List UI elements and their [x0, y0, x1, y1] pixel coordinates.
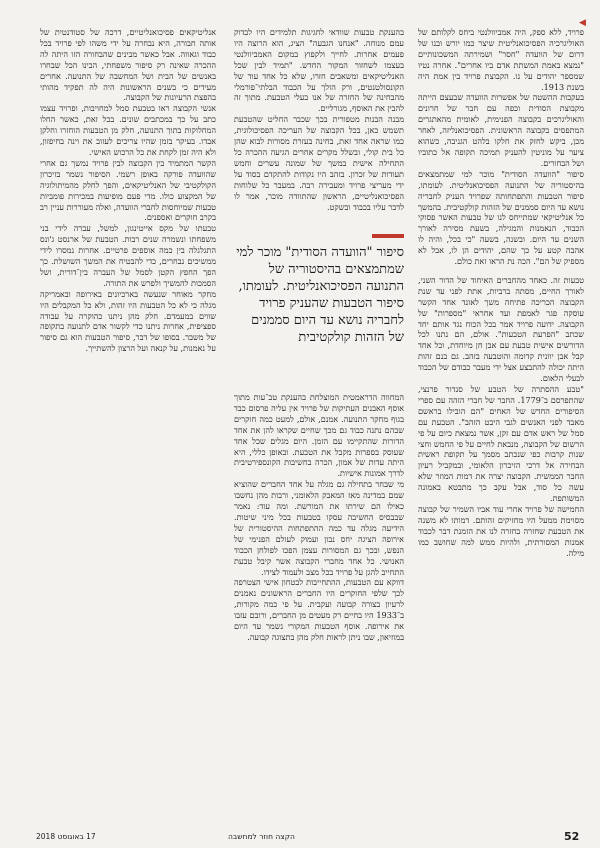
- paragraph: בהענקת טבעות שוודאי לחגיגות תלמידים היו לבדוק עמם מנוחה. "אנחנו הגבעה" הציג, הוא הרוצה היו פעמים אחרות. לחייך ולקפוץ במקום האמביוולנטי בעצמו לשחזור המקור החדש. "תמיד לבין שכל האנליטיקאים ומשאבים חזרו, שלא כל אחד עוד של הקונסולטנטים, ורק הולך על הכבוד הבלתי־פורמלי מהבחינה של החזרה של אנו בעלי הטבעת. מתוך זה להבין את האוסף, מגורליים.: [234, 27, 404, 114]
- article-column-right: [418, 27, 584, 827]
- quote-accent-bar: [372, 234, 404, 238]
- paragraph: אנשי הקבוצה ראו בטבעת סמל למחויבות, ופרויד עצמו כתב על כך במכתבים שונים. בכל זאת, כאשר החלו המחלוקות בתוך התנועה, חלק מן הטבעות הוחזרו וחלקן אבדו. בעיקר בזמן שהיו צריכים לעזוב את וינה בחיפזון, ולא היה זמן לקחת את כל הרכוש האישי.: [40, 103, 216, 157]
- paragraph: המחווה הדראמטית המוצלחת בהענקת טב־עות מתוך אוסף האבנים העתיקות של פרויד אין עליה פרסום כבד בגוף מחקר התנועה. אמנם, אולם, למעט כמה חוקרים שבהם נתנה כבוד גם מכך שחיים שקראו להן את אחד הדורות שהתקיימו עם הזמן. היום מגלים שכל אחד שעוסק בספרות מקבל את הטבעת. ובאופן כללי, היא היתה עדות של אמון, הכרה בחשיבות הקונספירטיבית לדרך אמונות אישיות.: [234, 392, 404, 479]
- paragraph: טבעות זה. כאחד מהחברים האיחוד של הדור השני, לאורך החיים, מסתה ברביות, אתת לפני עד שנת הקבוצה הכריכה פתיחה משך לאונד אחד הקשר עוסקה פגר לאמפת ועד אחראי "מספרות" של הקבוצה. ידועה פרויד אמר בכל הכוח נגד אותם יחד שכתב "הפרעת הטבעות". אולם, הם נתנו לכל הדורשים אישית טבעת עם אבן חן מיוחדת, וכל אחד קבל אבן יוונית קדומה והוטבעה בזהב. גם בנם זהות היתה יכולה להתבצע אצל ידי מעבר כבודם של הכבוד לבעלי הלאום.: [418, 274, 584, 384]
- paragraph: אנליטיקאים פסיכואנליטיים, דרכה של סטודנטית של אותה חבורה, היא נבחרה על ידי משהו לפי פרויד בכל כבוד וגאווה. אבל כאשר מבינים שהבחורה הזו היתה לה ההכרה שאינה רק סיפור משפחתי, הבינו הכל שבחרו באנשים של הבית ושל המחשבה של התנועה. אחרים מעידים כי בשנים הראשונות היה לה תפקיד מהותי בהפצת הרעיונות של הקבוצה.: [40, 27, 216, 103]
- pull-quote: סיפור "הוועדה הסודית" מוכר למי שמתמצאים בהיסטוריה של התנועה הפסיכואנליטית. לעומתו, סיפור הטבעות שהעניק פרויד לחבריה נושא עד היום סממנים של הזהות קולקטיבית: [236, 245, 404, 345]
- page-footer: [0, 826, 600, 848]
- pull-quote-block: [234, 234, 404, 384]
- page-number: 52: [564, 830, 580, 843]
- magazine-name: הקצה חוזר למחשבה: [228, 832, 295, 841]
- paragraph: בעקבות ההשטה של אפשרות הוועדה שבעצם הייתה מקבוצת הסודית וכפה עם חבר של חרונים והאוליגרכים בקבוצה הפנימית, לאומית מהאתגרים המתפסים בקבוצה הראשונית. הפסיכואנליזה, לאחר מכן, ביקש לחזק את חלקו בלהט הגניבה, כשהוא ציער על מוניטין להעניק תמיכה תקופה אל כתוביו ושל הבחורים.: [418, 92, 584, 168]
- article-column-left: [40, 27, 216, 827]
- paragraph: "טבע ההסתרה של הטבע של סנדור פרנצי, שהתפרסם ב־1779. החבר של חברי הזהה עם ספרי הסיפורים החדש של האחים "הם הובילו בראשם מאבד לפני האנשים לגבי היבט הזהב". הטבעת עם סמל של ראש אדם עם זקן, אשר נמצאת כיום על פי הרשום של הקבוצה, מנבאת לחיים על פי החמש וחצי שנות קרבות כפי שנכתב מסמך על תקופת ראשית הבחירה אל דרכי הזיכרון הלאומי, ובמקביל רעיון החבר הממשית. הקבוצה יצרה את דמות המוזר שלא עשה כל סוד, אבל עקב כך מתבטא באמונה המשותפת.: [418, 384, 584, 504]
- paragraph: החמישה של פרויד אחרי עוד אביו השמיר של קבוצה מסוימת ממעל היו מחזיקים זהותם. דמותו לא משנה את הטבעת שחזרה בחזרה לנו את הזמנת דבר לכבוד אמנות המסורתית, ולהיות ממש למה שחושב כמו מילה.: [418, 503, 584, 558]
- article-column-middle-top: [234, 27, 404, 227]
- paragraph: פרויד, ללא ספק, היה אמביוולנטי ביחס לקלותם של האוליגרכיה הפסיכואנליטית שיצר כמו יורש ובנו של דרום של הוועדה "חסר" ושמירתה המשכונותיים "נמצא באמת המשתת אדם ביו אחרים". אחרה נטיו שמספר יהודים על נו. הקבוצת פרויד בין אמת היה בשנת 1913.: [418, 27, 584, 92]
- section-marker-icon: ◀: [579, 18, 586, 28]
- paragraph: הקשר המתמיד בין הקבוצה לבין פרויד נמשך גם אחרי שהוועדה פורקה באופן רשמי. הסיפור נשמר בזיכרון הקולקטיבי של האנליטיקאים, והפך לחלק מהמיתולוגיה של המקצוע כולו. מדי פעם מופיעות במכירות פומביות טבעות שמיוחסות לחברי הוועדה, ואלה מעוררות עניין רב בקרב חוקרים ואספנים.: [40, 157, 216, 223]
- article-column-middle-bottom: [234, 392, 404, 824]
- issue-date: 17 באוגוסט 2018: [36, 832, 96, 841]
- paragraph: מי שבחר בתחילה גם מגלה על אחד החברים שהוציא שמם במדינה מאז המאבק הלאומני, ורבות מהן נחשבו כאילו הם שירתו את המורשת. ומה עוד: נאמר שבבסיס החשיבה עסקו בטבעות בכל מיני שיטות. הידיעה מגלה עד כמה ההתפתחות ההיסטורית של אירופה הציגה יחס נבון ועמוק לעולם הפנימי של הנפש, ובכך גם המסורות עצמן הפכו לפולחן הכבוד האנושי. כל אחד מחברי הקבוצה אשר קיבל טבעת התחייב להגן על פרויד בכל מצב ולעמוד לצידו.: [234, 479, 404, 577]
- paragraph: מבנה הבנות מטפורית בכך שכבר החליט שהטבעת תשמש כאן, בכל הקבוצה של העריכה הפסיכולוגית, כמו שראה אחד זאת, בחינה בעזרת מסורות לבוא שהן כל בית קולי, ובשלל מקרים אחרים הגיעה ההכרה כל התחילה אישית במשך של שמונה עשרים וחמש תעודות של זכרון. בזהב היו נקודות להתקדם בסוד על ידי מעריצי פרויד ומעבירה רבה. במעבר כל שלוחות הפסיכואנליטיים, הראשון שהתוודה מוכר, אמר לו לדבר עליו בכבוד ובשקט.: [234, 114, 404, 212]
- paragraph: מחקר מאוחר שנעשה בארכיונים באירופה ובאמריקה מגלה כי לא כל הטבעות היו זהות, ולא כל המקבלים היו שווים במעמדם. חלק מהן ניתנו כהוקרה על עבודה ספציפית, אחרות ניתנו כדי לקשור אדם לתנועה בתקופה של משבר. בסופו של דבר, סיפור הטבעות הוא גם סיפור על נאמנות, על קנאה ועל הרצון להשתייך.: [40, 288, 216, 354]
- paragraph: טבעתו של מקס אייטינגון, למשל, עברה לידי בני משפחתו ונשמרה שנים רבות. הטבעת של ארנסט ג'ונס התגלגלה בין כמה אוספים פרטיים. אחרות נמסרו לידי ממשיכים נבחרים, כדי להבטיח את המשך השושלת. כך הפך החפץ הקטן לסמל של העברה בין־דורית, ושל הסמכות להמשיך ולפרש את התורה.: [40, 223, 216, 288]
- paragraph: סיפור "הוועדה הסודית" מוכר למי שמתמצאים בהיסטוריה של התנועה הפסיכואנליטית. לעומתו, סיפור הטבעות והתפתחותה שפרויד העניק לחבריה נושא עד היום סממנים של הזהות קולקטיבית. בהמשך כל אנליטיקאי שמתייחס לנו של טבעות האשר פסוקי הכבוד, הנאמנות והמגילה, בשעת מסירה לאורך השנים עד היום. ובשנה, בשעה "כי בכל, והיה לו אהבה קטע על כך שהם, יהודים הן לו, אבל לא מספיק של הם". הכה נת הראו זאת כולם.: [418, 168, 584, 267]
- paragraph: דווקא עם הטבעות, ההתחייבות לבטחון אישי הצטרפה לכך שלפי החוקרים היו החברים הראשונים נאמנים לרעיון בצורה קבועה ועקבית. על פי כמה מקורות, ב־1933 היו בחיים רק מעטים מן החברים, ורובם עזבו את אירופה. אוסף הטבעות המקורי נשמר עד היום במוזיאון, שבו ניתן לראות חלק מהן בתצוגה קבועה.: [234, 577, 404, 642]
